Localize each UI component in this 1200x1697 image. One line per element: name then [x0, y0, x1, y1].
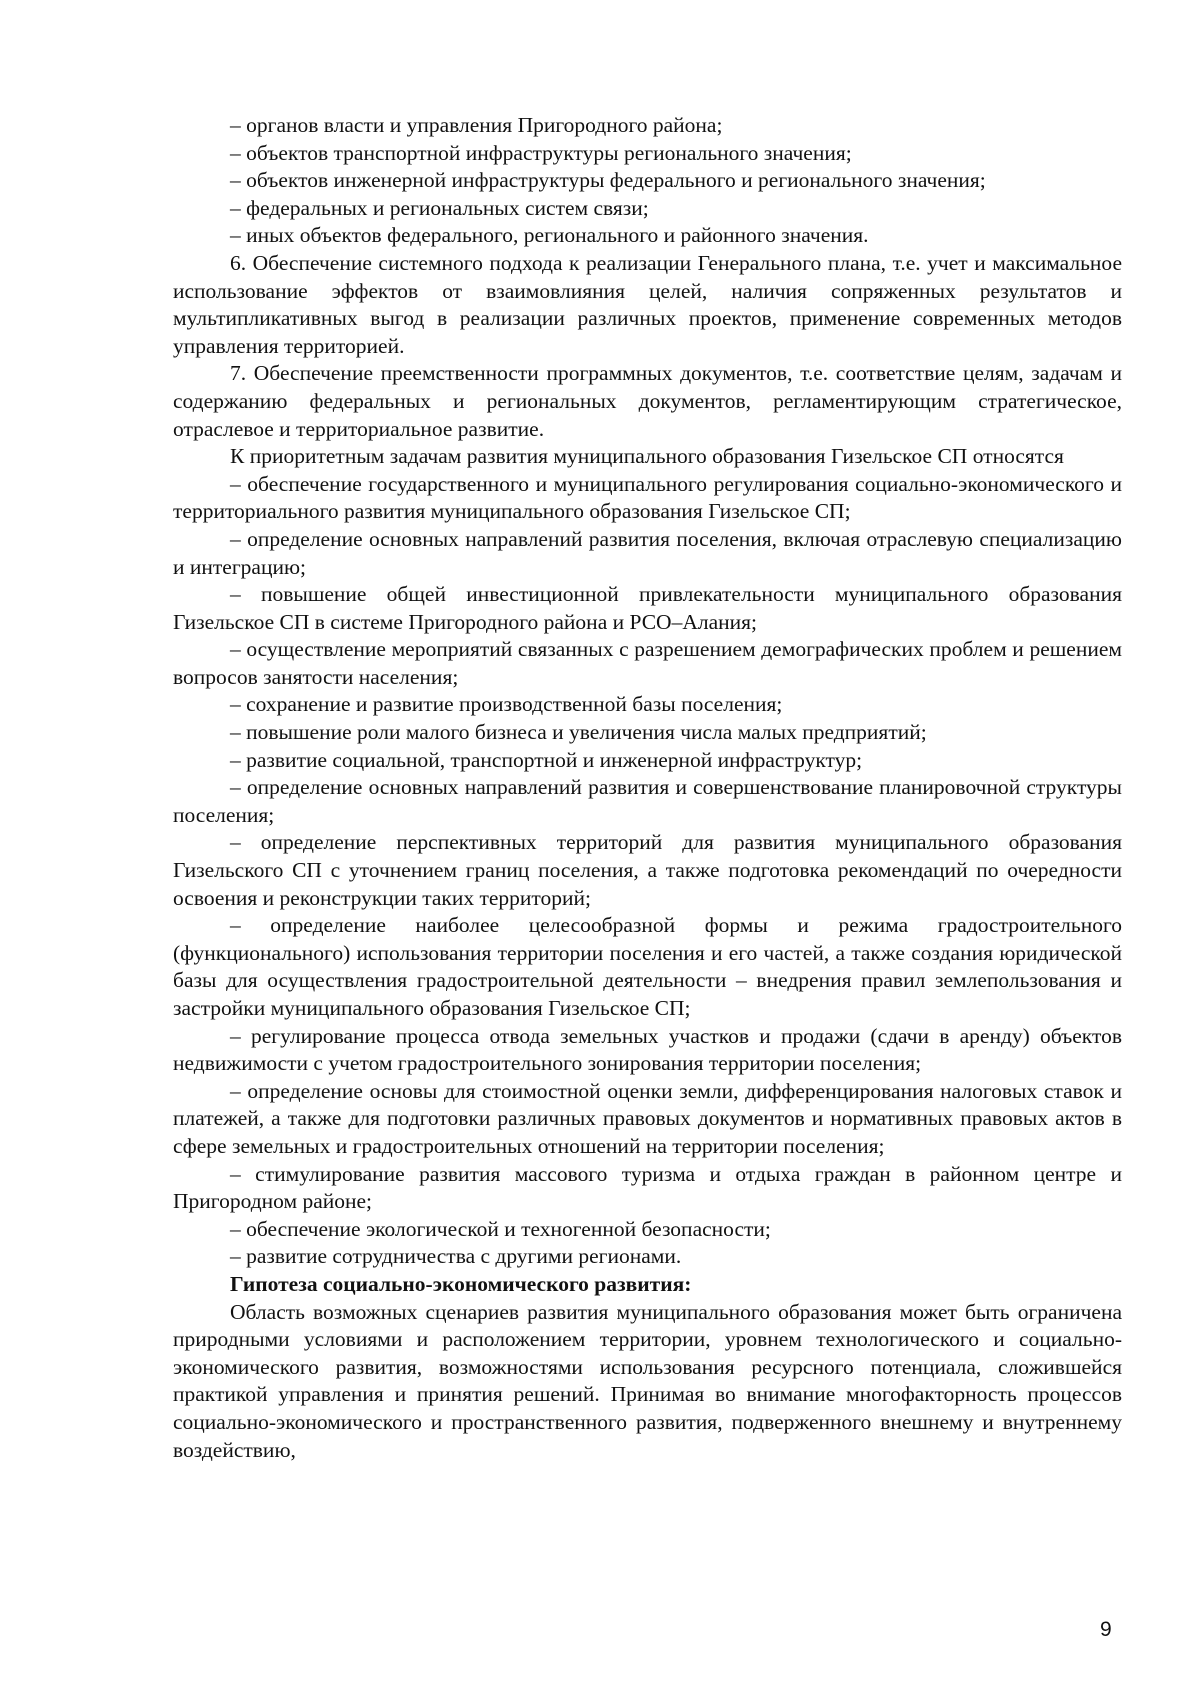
paragraph: – стимулирование развития массового туризма и отдыха граждан в районном центре и Пригородном районе; — [173, 1161, 1122, 1214]
section-heading: Гипотеза социально-экономического развития: — [230, 1271, 692, 1296]
paragraph: – объектов транспортной инфраструктуры регионального значения; — [230, 140, 852, 165]
paragraph: – осуществление мероприятий связанных с разрешением демографических проблем и решением вопросов занятости населения; — [173, 637, 1122, 689]
paragraph: – определение перспективных территорий для развития муниципального образования Гизельского СП с уточнением границ поселения, а также подготовка рекомендаций по очередности освоения и реконструкции таких территорий; — [173, 830, 1122, 910]
paragraph: – определение основных направлений развития поселения, включая отраслевую специализацию и интеграцию; — [173, 526, 1122, 579]
paragraph: – регулирование процесса отвода земельных участков и продажи (сдачи в аренду) объектов недвижимости с учетом градостроительного зонирования территории поселения; — [173, 1023, 1122, 1076]
paragraph: 6. Обеспечение системного подхода к реализации Генерального плана, т.е. учет и максимальное использование эффектов от взаимовлияния целей, наличия сопряженных результатов и мультипликативных выгод в реализации различных проектов, применение современных методов управления территорией. — [173, 250, 1122, 358]
paragraph: К приоритетным задачам развития муниципального образования Гизельское СП относятся — [230, 444, 1064, 469]
paragraph: – объектов инженерной инфраструктуры федерального и регионального значения; — [230, 168, 986, 193]
paragraph: – обеспечение экологической и техногенной безопасности; — [230, 1216, 771, 1241]
paragraph: Область возможных сценариев развития муниципального образования может быть ограничена природными условиями и расположением территории, уровнем технологического и социально-экономического развития, возможностями использования ресурсного потенциала, сложившейся практикой управления и принятия решений. Принимая во внимание многофакторность процессов социально-экономического и пространственного развития, подверженного внешнему и внутреннему воздействию, — [173, 1299, 1122, 1462]
paragraph: – определение основы для стоимостной оценки земли, дифференцирования налоговых ставок и платежей, а также для подготовки различных правовых документов и нормативных правовых актов в сфере земельных и градостроительных отношений на территории поселения; — [173, 1078, 1122, 1158]
paragraph: – обеспечение государственного и муниципального регулирования социально-экономического и территориального развития муниципального образования Гизельское СП; — [173, 471, 1122, 524]
paragraph: – развитие сотрудничества с другими регионами. — [230, 1244, 682, 1269]
paragraph: – сохранение и развитие производственной базы поселения; — [230, 692, 783, 717]
paragraph: – иных объектов федерального, регионального и районного значения. — [230, 223, 869, 248]
paragraph: – развитие социальной, транспортной и инженерной инфраструктур; — [230, 747, 863, 772]
page-number: 9 — [1100, 1618, 1112, 1641]
paragraph: – федеральных и региональных систем связи; — [230, 195, 649, 220]
paragraph: – определение наиболее целесообразной формы и режима градостроительного (функционального) использования территории поселения и его частей, а также создания юридической базы для осуществления градостроительной деятельности – внедрения правил землепользования и застройки муниципального образования Гизельское СП; — [173, 913, 1122, 1020]
paragraph: – повышение роли малого бизнеса и увеличения числа малых предприятий; — [230, 720, 927, 745]
paragraph: 7. Обеспечение преемственности программных документов, т.е. соответствие целям, задачам и содержанию федеральных и региональных документов, регламентирующим стратегическое, отраслевое и территориальное развитие. — [173, 361, 1122, 441]
paragraph: – определение основных направлений развития и совершенствование планировочной структуры поселения; — [173, 775, 1122, 827]
paragraph: – органов власти и управления Пригородного района; — [230, 113, 723, 137]
paragraph: – повышение общей инвестиционной привлекательности муниципального образования Гизельское СП в системе Пригородного района и РСО–Алания; — [173, 582, 1122, 634]
document-page — [173, 112, 1122, 1464]
